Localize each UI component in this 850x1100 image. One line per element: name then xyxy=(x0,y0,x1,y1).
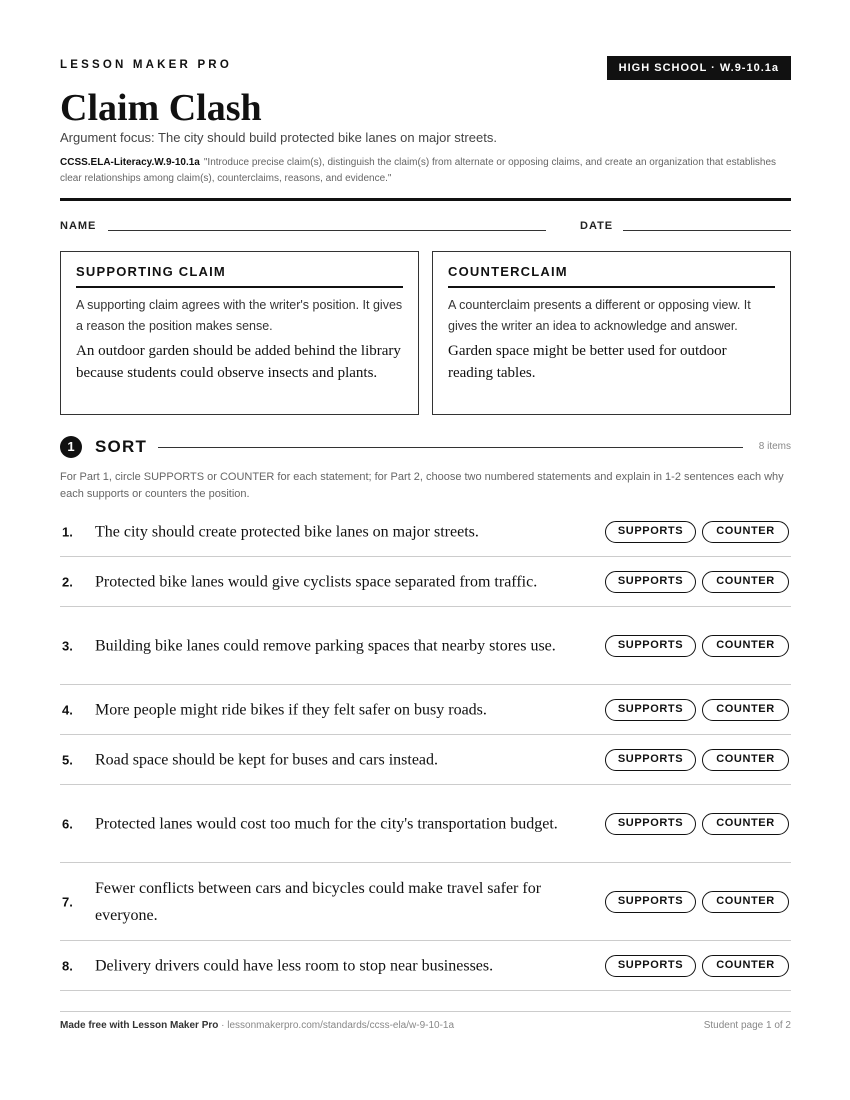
worksheet-page xyxy=(60,0,791,1100)
list-item xyxy=(60,941,791,991)
item-number: 2. xyxy=(62,574,73,589)
page-title: Claim Clash xyxy=(60,87,262,129)
counterclaim-heading: COUNTERCLAIM xyxy=(448,264,775,288)
item-statement: Delivery drivers could have less room to stop near businesses. xyxy=(95,957,494,974)
counter-choice[interactable]: COUNTER xyxy=(702,813,789,835)
standard-text: "Introduce precise claim(s), distinguish the claim(s) from alternate or opposing claims, and create an organization that establishes clear relationships among claim(s), counterclaims, reasons, and evidence." xyxy=(60,157,777,184)
page-number: Student page 1 of 2 xyxy=(703,1020,791,1031)
choice-group xyxy=(605,521,789,543)
top-bar xyxy=(60,56,791,80)
item-statement: The city should create protected bike lanes on major streets. xyxy=(95,523,479,540)
sort-instructions: For Part 1, circle SUPPORTS or COUNTER for each statement; for Part 2, choose two numbered statements and explain in 1-2 sentences each why each supports or counters the position. xyxy=(60,471,784,500)
standard-code: CCSS.ELA-Literacy.W.9-10.1a xyxy=(60,157,200,168)
choice-group xyxy=(605,571,789,593)
section-title: SORT xyxy=(95,437,148,456)
item-number: 3. xyxy=(62,638,73,653)
item-statement: Fewer conflicts between cars and bicycles could make travel safer for everyone. xyxy=(95,879,542,924)
date-label: DATE xyxy=(580,220,614,232)
choice-group xyxy=(605,955,789,977)
footer-made-with: Made free with Lesson Maker Pro xyxy=(60,1020,219,1031)
item-number: 1. xyxy=(62,524,73,539)
item-statement: More people might ride bikes if they felt safer on busy roads. xyxy=(95,701,487,718)
list-item xyxy=(60,507,791,557)
list-item xyxy=(60,557,791,607)
choice-group xyxy=(605,749,789,771)
date-line[interactable] xyxy=(623,230,791,231)
counterclaim-example: Garden space might be better used for outdoor reading tables. xyxy=(448,343,727,381)
list-item xyxy=(60,863,791,941)
choice-group xyxy=(605,891,789,913)
footer xyxy=(60,1020,791,1031)
counter-choice[interactable]: COUNTER xyxy=(702,699,789,721)
supporting-claim-description: A supporting claim agrees with the writer's position. It gives a reason the position makes sense. xyxy=(76,298,403,333)
counter-choice[interactable]: COUNTER xyxy=(702,635,789,657)
header-divider xyxy=(60,198,791,201)
supports-choice[interactable]: SUPPORTS xyxy=(605,699,696,721)
item-statement: Protected bike lanes would give cyclists space separated from traffic. xyxy=(95,573,538,590)
brand-name: LESSON MAKER PRO xyxy=(60,59,232,71)
list-item xyxy=(60,685,791,735)
item-count: 8 items xyxy=(758,441,791,452)
section-number-badge: 1 xyxy=(60,436,82,458)
supports-choice[interactable]: SUPPORTS xyxy=(605,749,696,771)
item-number: 4. xyxy=(62,702,73,717)
counter-choice[interactable]: COUNTER xyxy=(702,571,789,593)
item-statement: Building bike lanes could remove parking spaces that nearby stores use. xyxy=(95,637,556,654)
counter-choice[interactable]: COUNTER xyxy=(702,521,789,543)
supporting-claim-box xyxy=(60,251,419,415)
supports-choice[interactable]: SUPPORTS xyxy=(605,571,696,593)
level-badge: HIGH SCHOOL · W.9-10.1a xyxy=(607,56,791,80)
supporting-claim-heading: SUPPORTING CLAIM xyxy=(76,264,403,288)
name-label: NAME xyxy=(60,220,97,232)
counterclaim-box xyxy=(432,251,791,415)
item-number: 5. xyxy=(62,752,73,767)
name-date-row xyxy=(60,219,791,235)
list-item xyxy=(60,735,791,785)
list-item xyxy=(60,785,791,863)
supports-choice[interactable]: SUPPORTS xyxy=(605,635,696,657)
list-item xyxy=(60,607,791,685)
argument-focus: Argument focus: The city should build protected bike lanes on major streets. xyxy=(60,130,497,145)
supporting-claim-example: An outdoor garden should be added behind the library because students could observe insects and plants. xyxy=(76,343,401,381)
choice-group xyxy=(605,813,789,835)
item-number: 6. xyxy=(62,816,73,831)
supports-choice[interactable]: SUPPORTS xyxy=(605,813,696,835)
item-statement: Protected lanes would cost too much for the city's transportation budget. xyxy=(95,815,558,832)
item-number: 8. xyxy=(62,958,73,973)
statement-list xyxy=(60,507,791,991)
section-rule xyxy=(158,447,743,448)
counter-choice[interactable]: COUNTER xyxy=(702,891,789,913)
counterclaim-description: A counterclaim presents a different or opposing view. It gives the writer an idea to acknowledge and answer. xyxy=(448,298,751,333)
supports-choice[interactable]: SUPPORTS xyxy=(605,521,696,543)
counter-choice[interactable]: COUNTER xyxy=(702,749,789,771)
choice-group xyxy=(605,635,789,657)
footer-divider xyxy=(60,1011,791,1012)
choice-group xyxy=(605,699,789,721)
supports-choice[interactable]: SUPPORTS xyxy=(605,955,696,977)
item-number: 7. xyxy=(62,894,73,909)
name-line[interactable] xyxy=(108,230,546,231)
standard-note xyxy=(60,155,791,187)
sort-section-header xyxy=(60,436,791,458)
item-statement: Road space should be kept for buses and cars instead. xyxy=(95,751,439,768)
counter-choice[interactable]: COUNTER xyxy=(702,955,789,977)
supports-choice[interactable]: SUPPORTS xyxy=(605,891,696,913)
footer-url: · lessonmakerpro.com/standards/ccss-ela/w-9-10-1a xyxy=(218,1020,455,1031)
